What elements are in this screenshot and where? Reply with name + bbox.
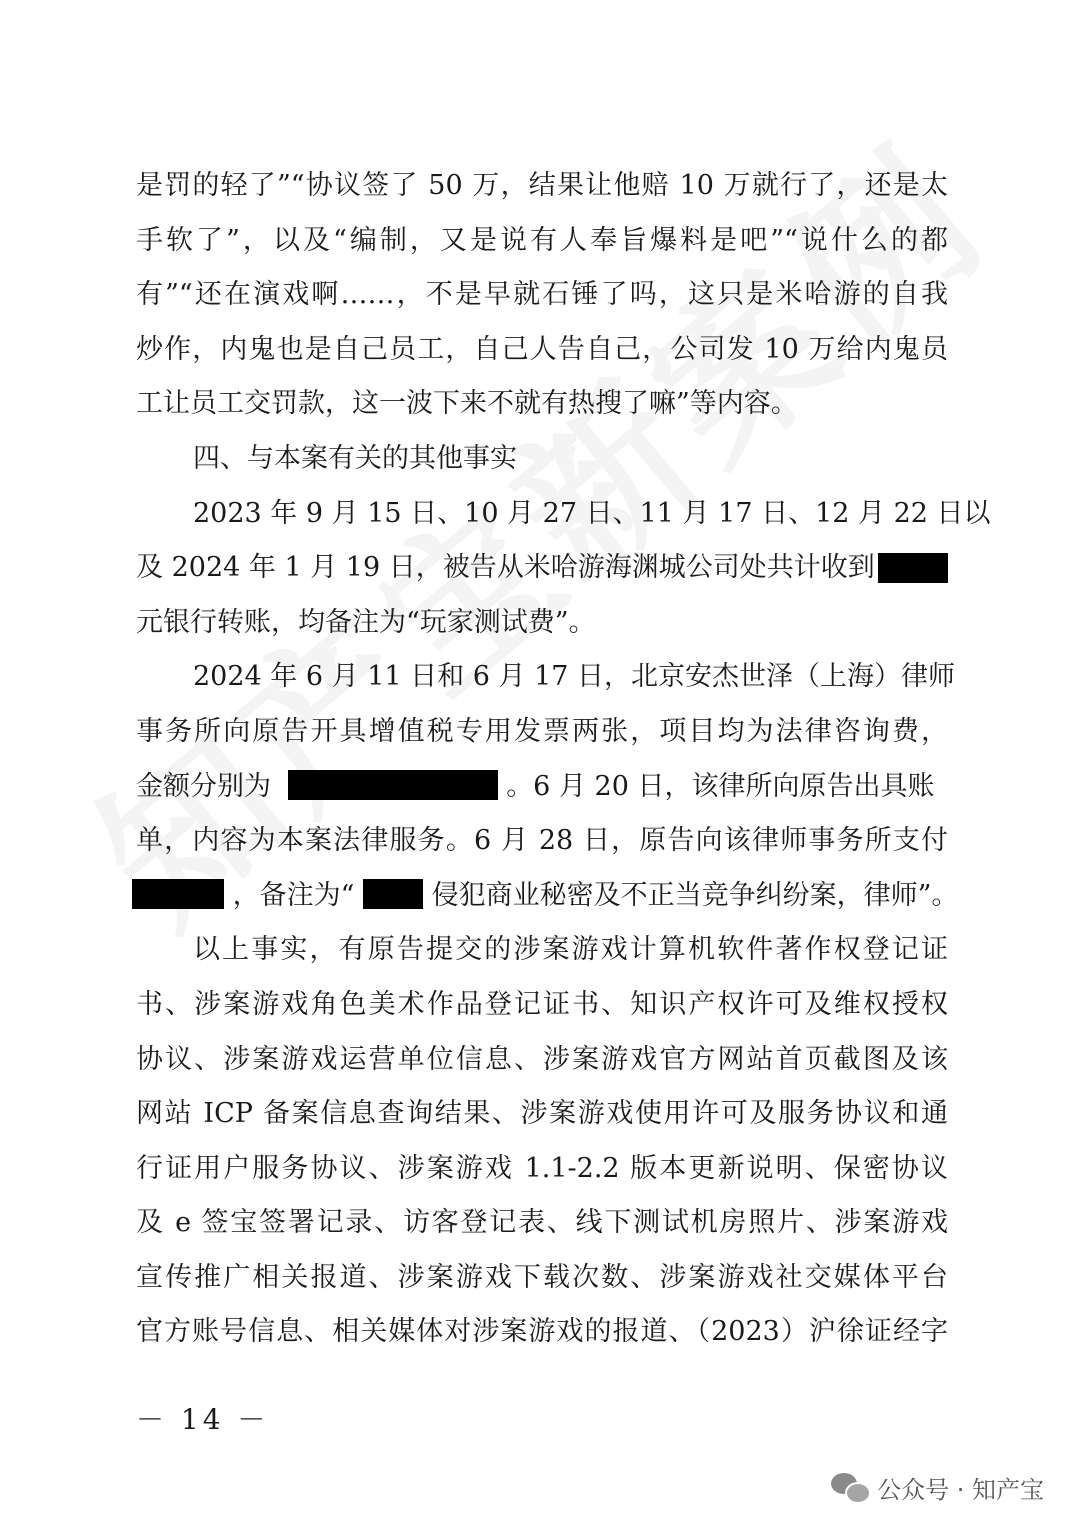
redaction-block bbox=[363, 879, 423, 909]
text-line: 是罚的轻了”“协议签了 50 万，结果让他赔 10 万就行了，还是太 bbox=[136, 170, 948, 201]
text-line: 协议、涉案游戏运营单位信息、涉案游戏官方网站首页截图及该 bbox=[136, 1043, 948, 1075]
section-heading: 四、与本案有关的其他事实 bbox=[193, 442, 517, 474]
text-line: 网站 ICP 备案信息查询结果、涉案游戏使用许可及服务协议和通 bbox=[136, 1098, 948, 1130]
page-number: － 14 － bbox=[136, 1403, 270, 1436]
text-line: 单，内容为本案法律服务。6 月 28 日，原告向该律师事务所支付 bbox=[136, 825, 948, 857]
text-line: 2023 年 9 月 15 日、10 月 27 日、11 月 17 日、12 月 22 日以 bbox=[193, 497, 991, 529]
text-segment: 。6 月 20 日，该律所向原告出具账 bbox=[506, 770, 935, 802]
text-line bbox=[136, 541, 948, 596]
text-line: 以上事实，有原告提交的涉案游戏计算机软件著作权登记证 bbox=[193, 934, 948, 966]
redaction-block bbox=[288, 770, 498, 800]
text-line: 有”“还在演戏啊……，不是早就石锤了吗，这只是米哈游的自我 bbox=[136, 279, 948, 311]
text-line: 工让员工交罚款，这一波下来不就有热搜了嘛”等内容。 bbox=[136, 388, 798, 420]
text-segment: 及 2024 年 1 月 19 日，被告从米哈游海渊城公司处共计收到 bbox=[136, 552, 875, 584]
text-line: 及 e 签宝签署记录、访客登记表、线下测试机房照片、涉案游戏 bbox=[136, 1207, 948, 1239]
document-body bbox=[136, 159, 991, 1360]
wechat-icon bbox=[831, 1473, 869, 1503]
footer-attribution bbox=[831, 1470, 1044, 1505]
text-line: 炒作，内鬼也是自己员工，自己人告自己，公司发 10 万给内鬼员 bbox=[136, 333, 948, 365]
text-line: 事务所向原告开具增值税专用发票两张，项目均为法律咨询费， bbox=[136, 715, 948, 747]
footer-text: 公众号 · 知产宝 bbox=[877, 1476, 1044, 1504]
text-segment: 金额分别为 bbox=[136, 770, 271, 802]
text-line: 元银行转账，均备注为“玩家测试费”。 bbox=[136, 606, 596, 638]
redaction-block bbox=[132, 879, 224, 909]
text-line bbox=[132, 869, 959, 924]
redaction-block bbox=[878, 553, 948, 583]
text-segment: 侵犯商业秘密及不正当竞争纠纷案，律师”。 bbox=[431, 879, 959, 911]
text-line: 行证用户服务协议、涉案游戏 1.1-2.2 版本更新说明、保密协议 bbox=[136, 1152, 948, 1184]
text-line: 手软了”，以及“编制，又是说有人奉旨爆料是吧”“说什么的都 bbox=[136, 224, 948, 256]
text-line: 宣传推广相关报道、涉案游戏下载次数、涉案游戏社交媒体平台 bbox=[136, 1261, 948, 1293]
text-line: 2024 年 6 月 11 日和 6 月 17 日，北京安杰世泽（上海）律师 bbox=[193, 661, 956, 693]
text-line: 书、涉案游戏角色美术作品登记证书、知识产权许可及维权授权 bbox=[136, 988, 948, 1020]
text-line: 官方账号信息、相关媒体对涉案游戏的报道、（2023）沪徐证经字 bbox=[136, 1316, 948, 1348]
text-segment: ，备注为“ bbox=[232, 879, 355, 911]
text-line bbox=[136, 760, 948, 815]
